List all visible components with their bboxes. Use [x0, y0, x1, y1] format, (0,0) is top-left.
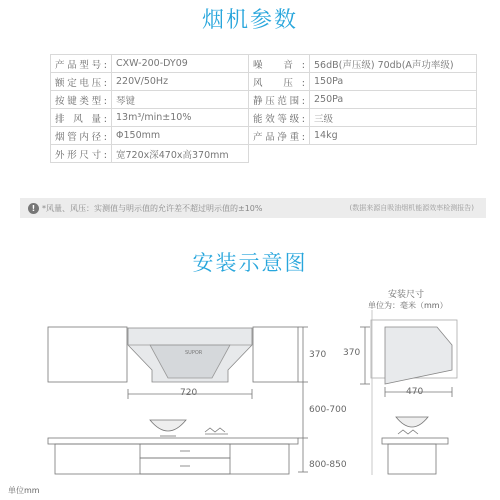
note-text: *风量、风压：实测值与明示值的允许差不超过明示值的±10%	[42, 203, 263, 213]
spec-value: Φ150mm	[112, 127, 249, 145]
spec-value: 14kg	[310, 127, 477, 145]
spec-value: 220V/50Hz	[112, 73, 249, 91]
side-unit: 单位为：毫米（mm）	[368, 301, 448, 310]
side-depth-label: 470	[406, 387, 424, 397]
spec-label: 排 风 量:	[51, 109, 112, 127]
spec-value: 琴键	[112, 91, 249, 109]
brand-logo: SUPOR	[185, 350, 203, 356]
install-title: 安装示意图	[192, 251, 308, 275]
spec-label: 风 压:	[249, 73, 310, 91]
spec-value: 宽720x深470x高370mm	[112, 145, 249, 163]
spec-label: 静压范围:	[249, 91, 310, 109]
spec-title: 烟机参数	[201, 8, 298, 33]
unit-label: 单位mm	[8, 486, 40, 495]
spec-label: 按键类型:	[51, 91, 112, 109]
spec-value: 150Pa	[310, 73, 477, 91]
side-title: 安装尺寸	[388, 290, 425, 300]
side-height-label: 370	[343, 348, 361, 358]
spec-label: 噪 音:	[249, 55, 310, 73]
left-wall-cabinet	[48, 327, 127, 382]
spec-label: 能效等级:	[249, 109, 310, 127]
spec-value: 56dB(声压级) 70db(A声功率级)	[310, 55, 477, 73]
spec-label: 产品净重:	[249, 127, 310, 145]
cabinet-height-label: 800-850	[309, 460, 347, 470]
spec-value: CXW-200-DY09	[112, 55, 249, 73]
note-source: (数据来源自吸油烟机能源效率检测报告)	[349, 204, 474, 212]
right-wall-cabinet	[253, 327, 298, 382]
spec-value: 250Pa	[310, 91, 477, 109]
hood-width-label: 720	[180, 388, 198, 398]
gap-label: 600-700	[309, 405, 347, 415]
hood-height-label: 370	[309, 350, 327, 360]
spec-label: 烟管内径:	[51, 127, 112, 145]
spec-value: 13m³/min±10%	[112, 109, 249, 127]
side-view-hood	[385, 327, 452, 384]
spec-label: 外形尺寸:	[51, 145, 112, 163]
spec-label: 额定电压:	[51, 73, 112, 91]
spec-value: 三级	[310, 109, 477, 127]
spec-label: 产品型号:	[51, 55, 112, 73]
warning-icon: !	[28, 203, 39, 214]
